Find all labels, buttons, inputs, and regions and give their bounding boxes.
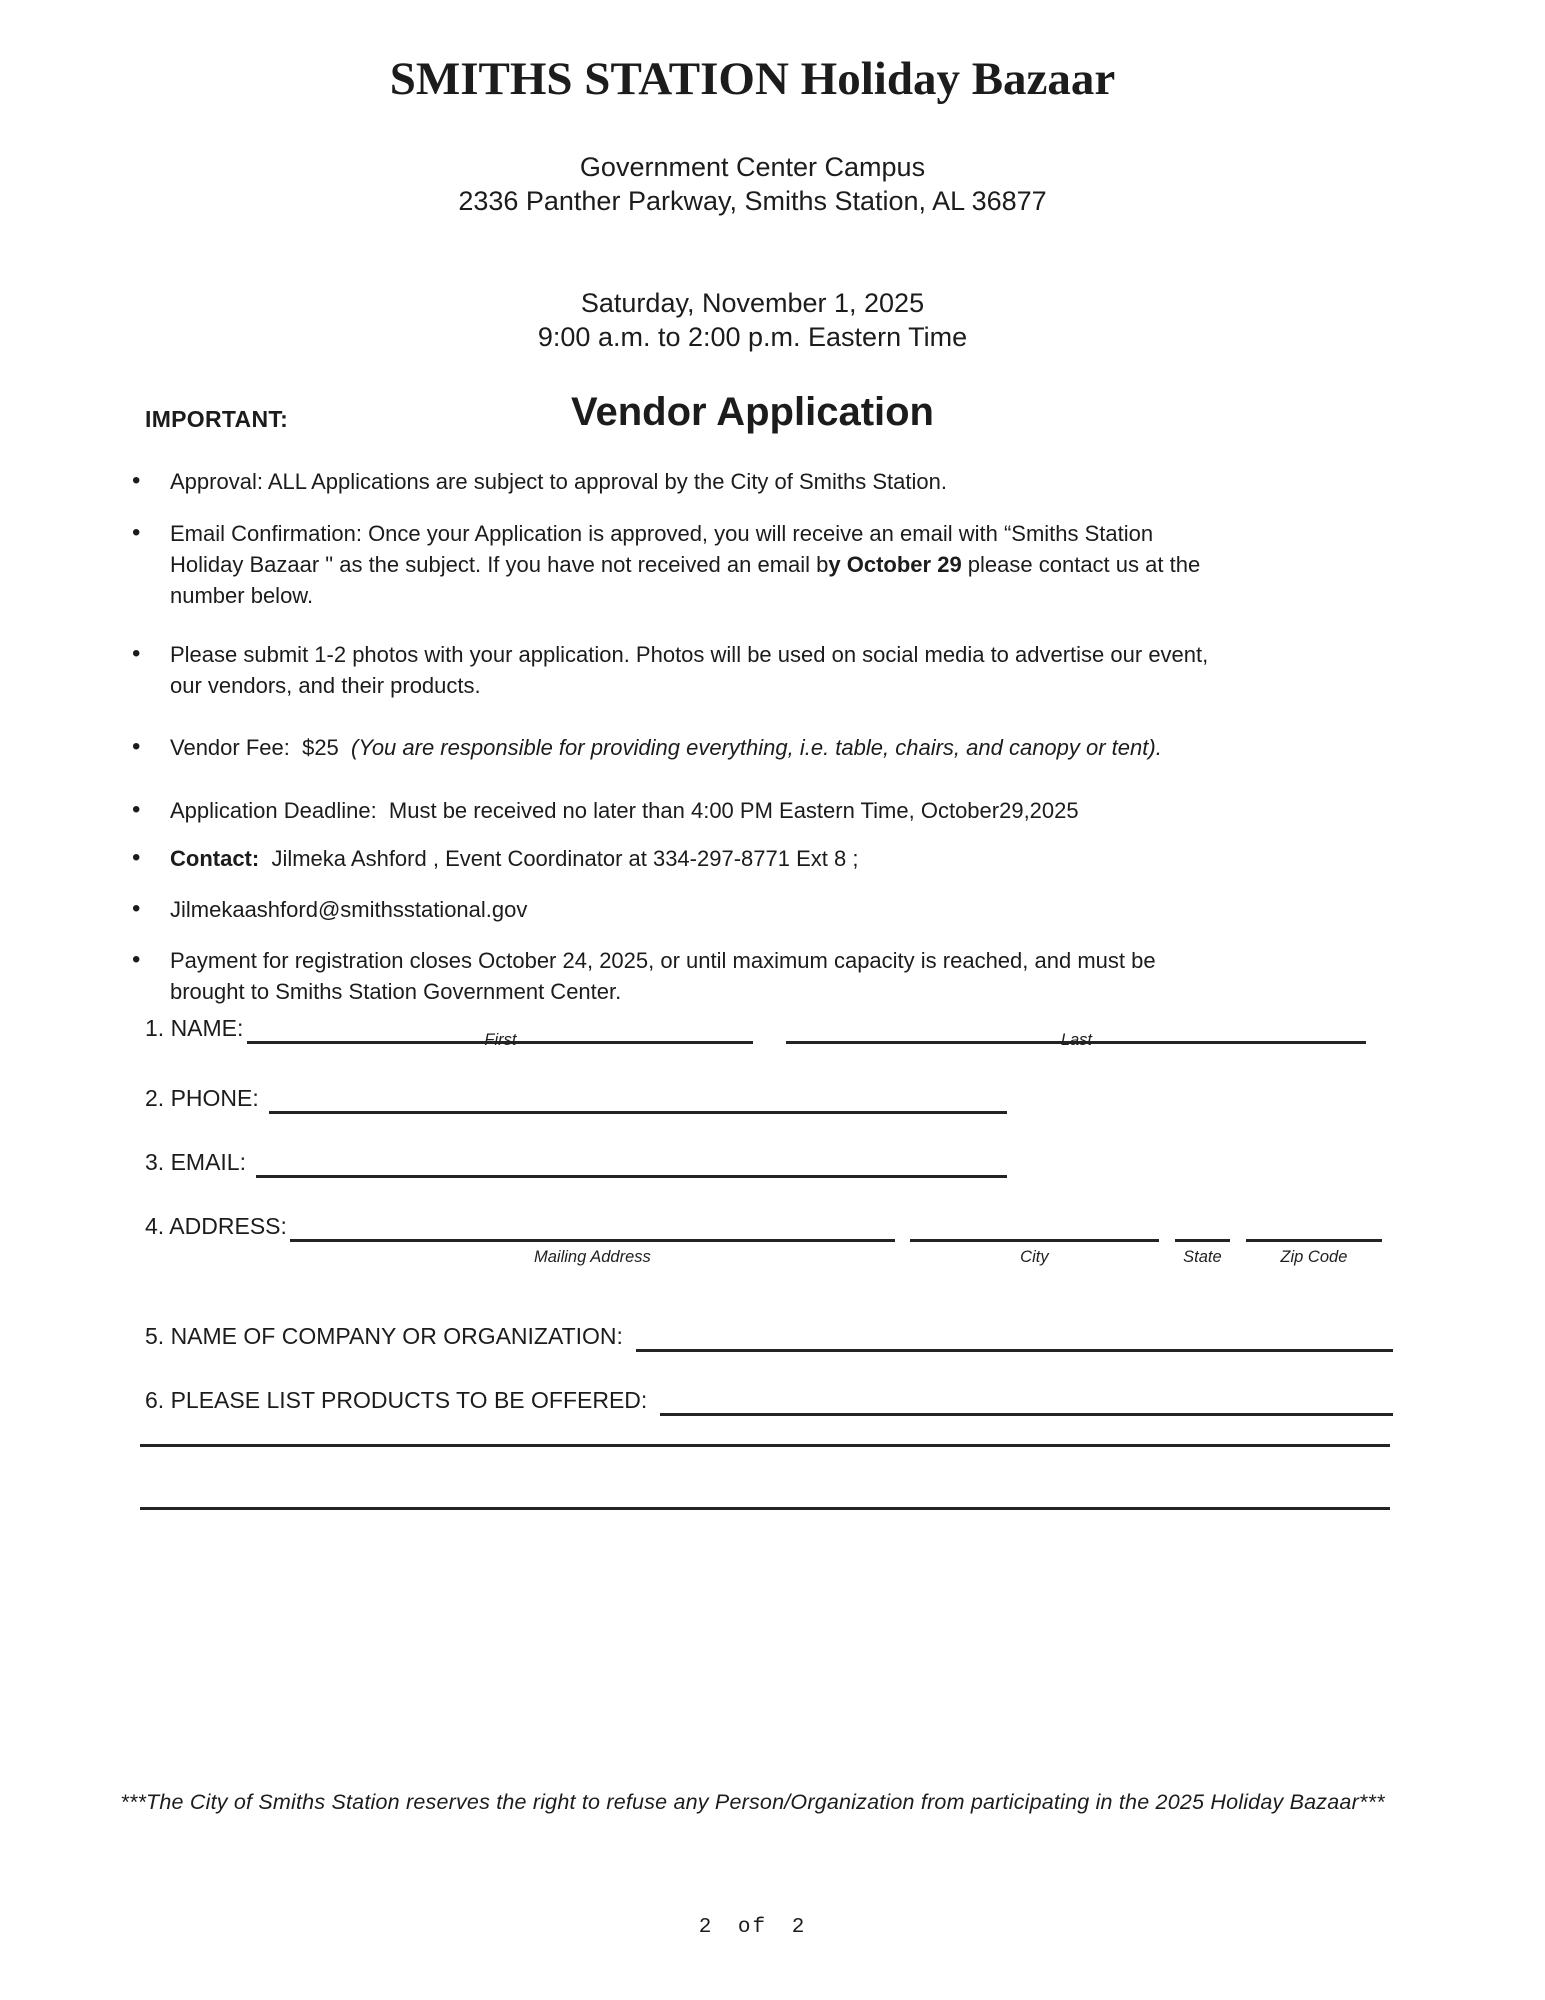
email-confirmation-line1: Email Confirmation: Once your Application is approved, you will receive an email with “Smiths Station [170,521,1154,546]
city-line[interactable] [910,1210,1159,1266]
footer-disclaimer: ***The City of Smiths Station reserves the right to refuse any Person/Organization from participating in the 2025 Holiday Bazaar*** [120,1790,1385,1814]
products-extra-line-2[interactable] [140,1507,1390,1510]
zip-hint-label: Zip Code [1280,1248,1348,1266]
products-line[interactable] [660,1384,1393,1416]
bullet-approval [128,466,1373,497]
photos-line1: Please submit 1-2 photos with your application. Photos will be used on social media to advertise our event, [170,642,1209,667]
address-label: 4. ADDRESS: [145,1213,287,1239]
email-label: 3. EMAIL: [145,1149,246,1175]
state-line[interactable] [1175,1210,1230,1266]
zip-line[interactable] [1246,1210,1382,1266]
name-label: 1. NAME: [145,1015,244,1041]
state-hint-label: State [1183,1248,1222,1266]
venue-line: Government Center Campus [579,152,926,182]
important-label: IMPORTANT: [145,406,289,432]
first-hint-label: First [484,1031,517,1049]
phone-field-row [145,1082,1007,1114]
bullet-photos [128,639,1373,701]
email-confirmation-line2c: please contact us at the [961,552,1201,577]
company-line[interactable] [636,1320,1393,1352]
products-label: 6. PLEASE LIST PRODUCTS TO BE OFFERED: [145,1387,648,1413]
approval-text: Approval: ALL Applications are subject to approval by the City of Smiths Station. [170,469,947,494]
bullet-contact-email [128,894,1373,925]
contact-text: Jilmeka Ashford , Event Coordinator at 334-297-8771 Ext 8 ; [259,846,859,871]
vendor-fee-text: Vendor Fee: $25 [170,735,352,760]
last-hint-label: Last [1060,1031,1093,1049]
info-bullet-list [128,466,1373,1007]
name-first-line[interactable] [247,1012,753,1049]
name-field-row [145,1012,1366,1049]
email-confirmation-line2a: Holiday Bazaar " as the subject. If you have not received an email b [170,552,829,577]
address-line: 2336 Panther Parkway, Smiths Station, AL 36877 [458,186,1047,216]
bullet-contact [128,843,1373,874]
contact-bold-label: Contact: [170,846,260,871]
name-last-line[interactable] [786,1012,1366,1049]
vendor-fee-italic-note: (You are responsible for providing everything, i.e. table, chairs, and canopy or tent). [351,735,1162,760]
heading-row [0,390,1545,446]
company-field-row [145,1320,1393,1352]
contact-email-text: Jilmekaashford@smithsstational.gov [170,897,528,922]
form-title: Vendor Application [571,390,934,434]
products-extra-line-1[interactable] [140,1444,1390,1447]
phone-label: 2. PHONE: [145,1085,259,1111]
bullet-vendor-fee [128,732,1373,763]
mailing-address-hint-label: Mailing Address [534,1248,651,1266]
deadline-text: Application Deadline: Must be received no later than 4:00 PM Eastern Time, October29,2025 [170,798,1079,823]
city-hint-label: City [1020,1248,1049,1266]
email-line[interactable] [256,1146,1007,1178]
payment-line2: brought to Smiths Station Government Center. [170,979,622,1004]
products-field-row [145,1384,1393,1416]
address-field-row [145,1210,1382,1266]
mailing-address-line[interactable] [290,1210,895,1266]
bullet-email-confirmation [128,518,1373,611]
payment-line1: Payment for registration closes October 24, 2025, or until maximum capacity is reached, and must be [170,948,1156,973]
company-label: 5. NAME OF COMPANY OR ORGANIZATION: [145,1323,623,1349]
event-date-line: Saturday, November 1, 2025 [580,288,925,318]
email-confirmation-line3: number below. [170,583,314,608]
event-time-line: 9:00 a.m. to 2:00 p.m. Eastern Time [537,322,968,352]
document-title: SMITHS STATION Holiday Bazaar [389,53,1116,105]
bullet-payment [128,945,1373,1007]
bullet-deadline [128,795,1373,826]
page-number: 2 of 2 [698,1916,807,1939]
email-field-row [145,1146,1007,1178]
phone-line[interactable] [269,1082,1007,1114]
october-29-bold-text: y October 29 [828,552,962,577]
photos-line2: our vendors, and their products. [170,673,481,698]
